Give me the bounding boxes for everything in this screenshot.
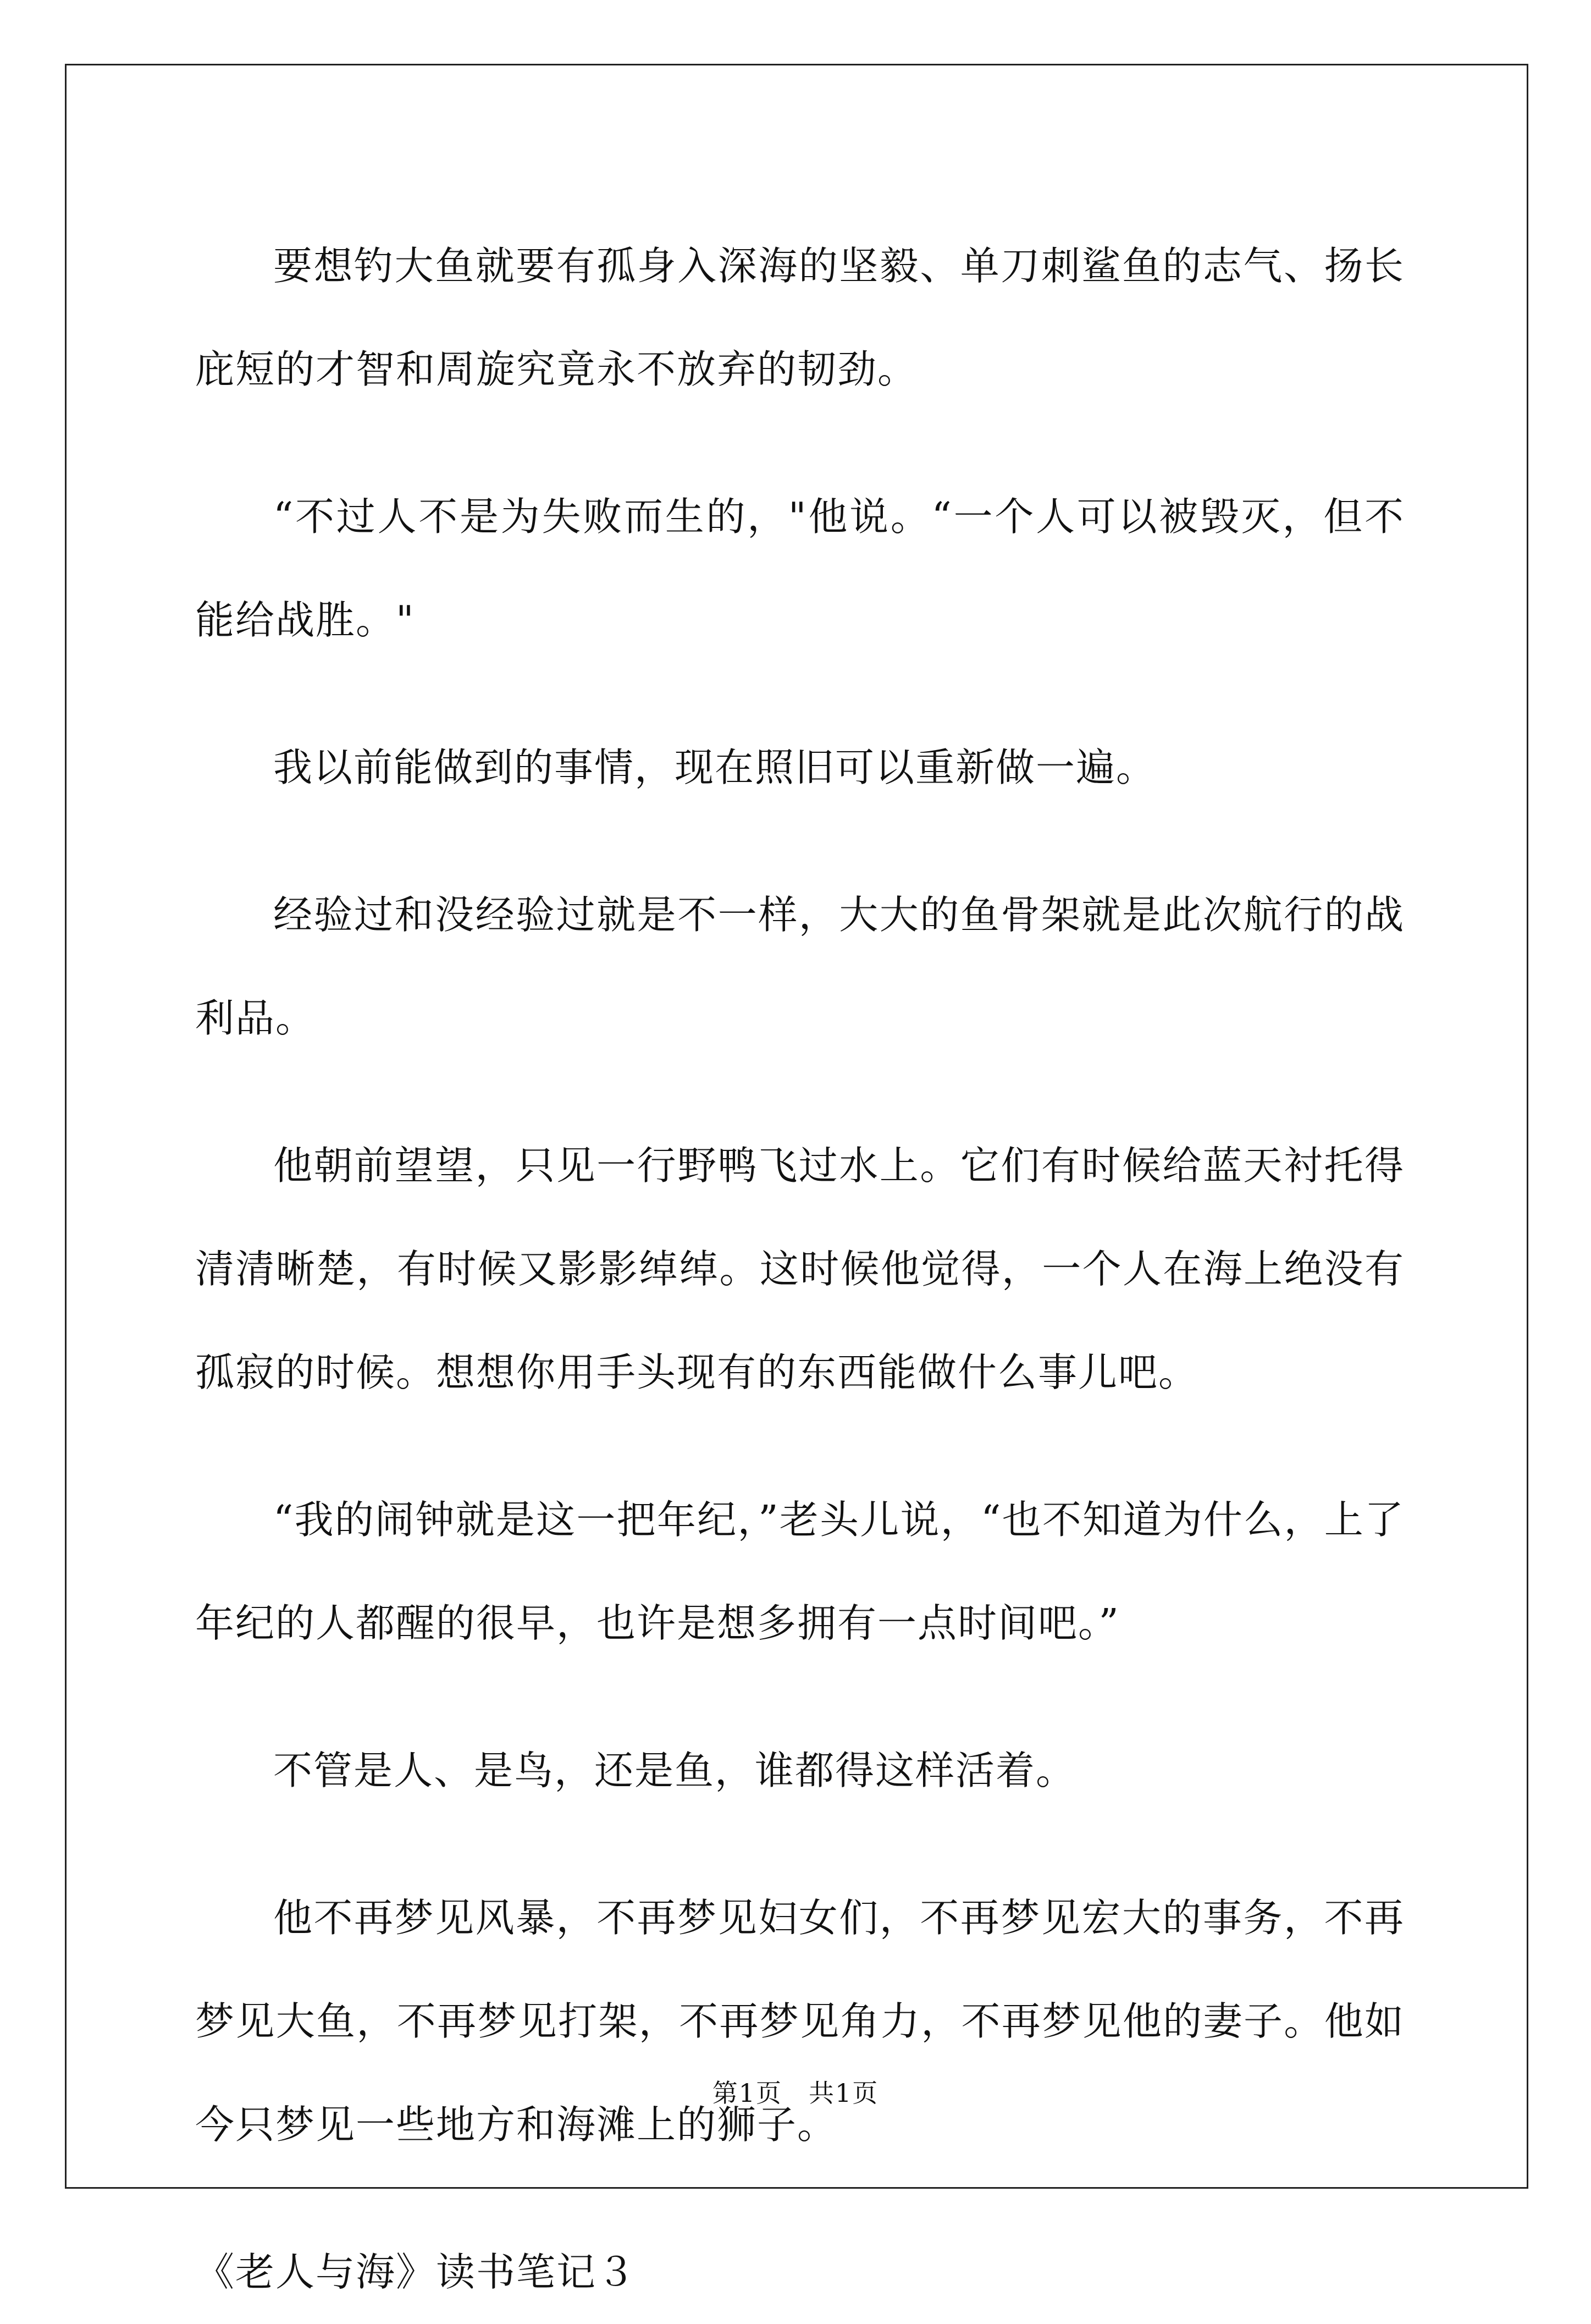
paragraph: 经验过和没经验过就是不一样，大大的鱼骨架就是此次航行的战利品。 — [195, 892, 1405, 1041]
paragraph: “我的闹钟就是这一把年纪，”老头儿说，“也不知道为什么，上了年纪的人都醒的很早，也许是想多拥有一点时间吧。” — [195, 1497, 1405, 1646]
document-body — [195, 214, 1405, 2324]
paragraph: 我以前能做到的事情，现在照旧可以重新做一遍。 — [273, 745, 1157, 790]
paragraph: 他朝前望望，只见一行野鸭飞过水上。它们有时候给蓝天衬托得清清晰楚，有时候又影影绰绰。这时候他觉得，一个人在海上绝没有孤寂的时候。想想你用手头现有的东西能做什么事儿吧。 — [195, 1143, 1405, 1395]
paragraph: 要想钓大鱼就要有孤身入深海的坚毅、单刀刺鲨鱼的志气、扬长庇短的才智和周旋究竟永不放弃的韧劲。 — [195, 243, 1405, 392]
page-footer: 第1页 共1页 — [712, 2078, 879, 2108]
paragraph: “不过人不是为失败而生的，"他说。“一个人可以被毁灭，但不能给战胜。" — [195, 494, 1405, 643]
paragraph: 他不再梦见风暴，不再梦见妇女们，不再梦见宏大的事务，不再梦见大鱼，不再梦见打架，不再梦见角力，不再梦见他的妻子。他如今只梦见一些地方和海滩上的狮子。 — [195, 1895, 1405, 2147]
paragraph: 不管是人、是鸟，还是鱼，谁都得这样活着。 — [273, 1748, 1076, 1793]
section-title: 《老人与海》读书笔记３ — [195, 2249, 637, 2295]
